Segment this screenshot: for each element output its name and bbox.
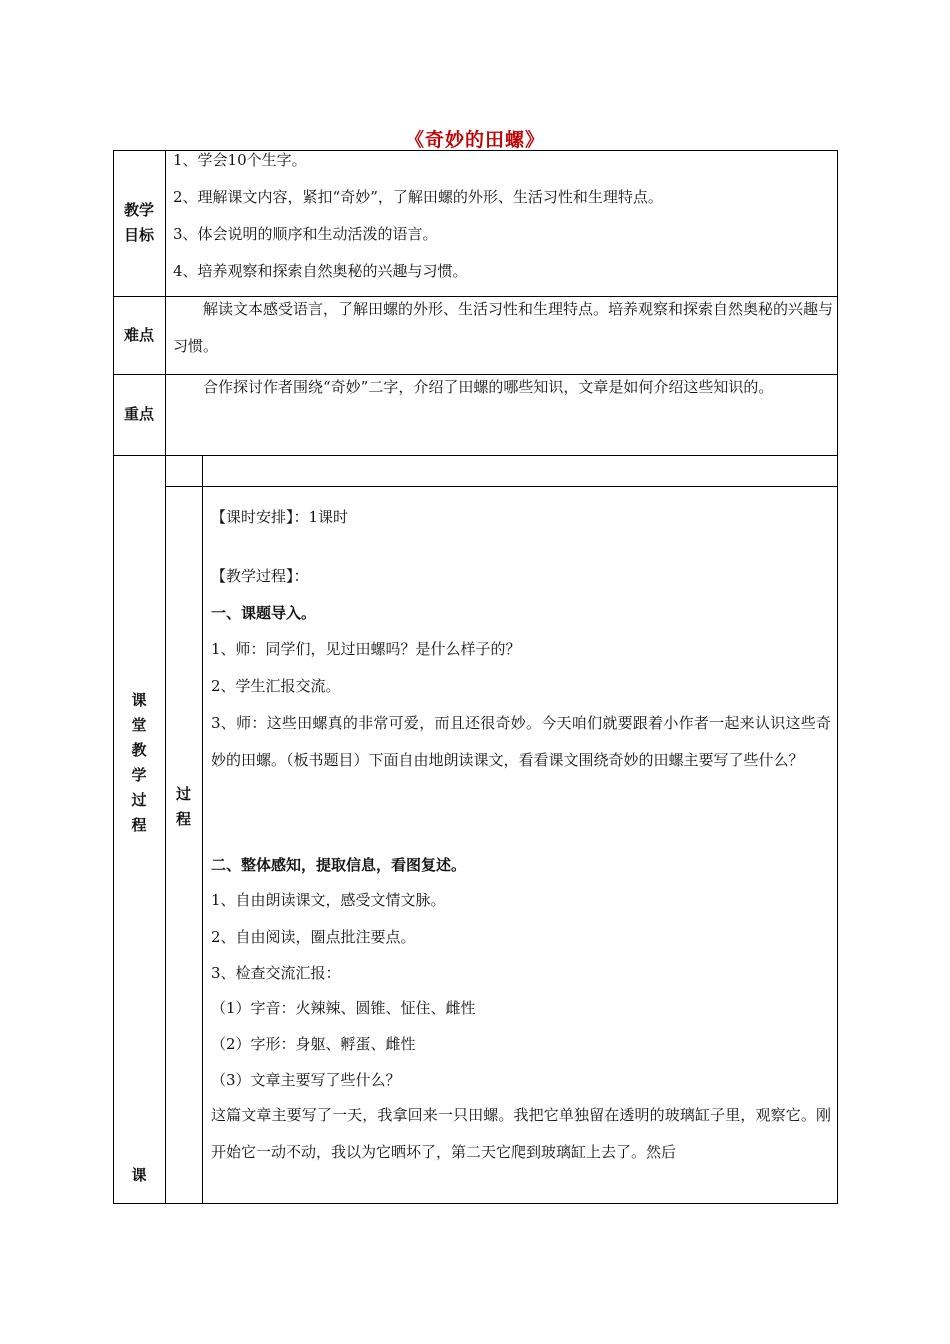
row-divider — [113, 455, 838, 456]
goal-item: 3、体会说明的顺序和生动活泼的语言。 — [173, 225, 438, 243]
section1-title: 一、课题导入。 — [211, 604, 317, 622]
section2-line: 2、自由阅读，圈点批注要点。 — [211, 928, 416, 946]
process-bottom-label: 课 — [131, 1166, 147, 1184]
page-title: 《奇妙的田螺》 — [404, 129, 545, 151]
process-inner-label — [165, 782, 202, 832]
key-point-label: 重点 — [123, 405, 154, 423]
section1-line: 2、学生汇报交流。 — [211, 677, 341, 695]
section1-paragraph: 3、师：这些田螺真的非常可爱，而且还很奇妙。今天咱们就要跟着小作者一起来认识这些奇妙的田螺。（板书题目）下面自由地朗读课文，看看课文围绕奇妙的田螺主要写了些什么？ — [211, 714, 831, 769]
difficulty-text: 解读文本感受语言，了解田螺的外形、生活习性和生理特点。培养观察和探索自然奥秘的兴趣与习惯。 — [173, 300, 834, 355]
section2-line: 1、自由朗读课文，感受文情文脉。 — [211, 891, 446, 909]
section2-line: （1）字音：火辣辣、圆锥、怔住、雌性 — [211, 999, 476, 1017]
section2-line: 3、检查交流汇报： — [211, 964, 341, 982]
goals-label-text: 教学目标 — [123, 201, 154, 244]
process-heading: 【教学过程】： — [211, 567, 309, 585]
column-divider — [165, 150, 166, 1204]
goal-item: 4、培养观察和探索自然奥秘的兴趣与习惯。 — [173, 262, 468, 280]
process-inner-label-text: 过程 — [175, 785, 191, 828]
column-divider — [202, 455, 203, 1204]
section2-paragraph: 这篇文章主要写了一天，我拿回来一只田螺。我把它单独留在透明的玻璃缸子里，观察它。刚开始它一动不动，我以为它晒坏了，第二天它爬到玻璃缸上去了。然后 — [211, 1106, 831, 1161]
key-point-text: 合作探讨作者围绕“奇妙”二字，介绍了田螺的哪些知识，文章是如何介绍这些知识的。 — [203, 378, 774, 396]
section2-line: （2）字形：身躯、孵蛋、雌性 — [211, 1035, 416, 1053]
process-outer-label-text: 课堂教学过程 — [131, 691, 147, 834]
section2-title: 二、整体感知，提取信息，看图复述。 — [211, 856, 467, 874]
goal-item: 2、理解课文内容，紧扣“奇妙”，了解田螺的外形、生活习性和生理特点。 — [173, 188, 663, 206]
section1-line: 1、师：同学们，见过田螺吗？是什么样子的？ — [211, 640, 521, 658]
schedule-text: 【课时安排】：1课时 — [211, 508, 349, 526]
goal-item: 1、学会10个生字。 — [173, 151, 307, 169]
difficulty-label: 难点 — [123, 326, 154, 344]
row-divider — [165, 486, 838, 487]
process-outer-label — [113, 688, 165, 838]
section2-line: （3）文章主要写了些什么？ — [211, 1071, 401, 1089]
goals-label — [113, 198, 165, 248]
